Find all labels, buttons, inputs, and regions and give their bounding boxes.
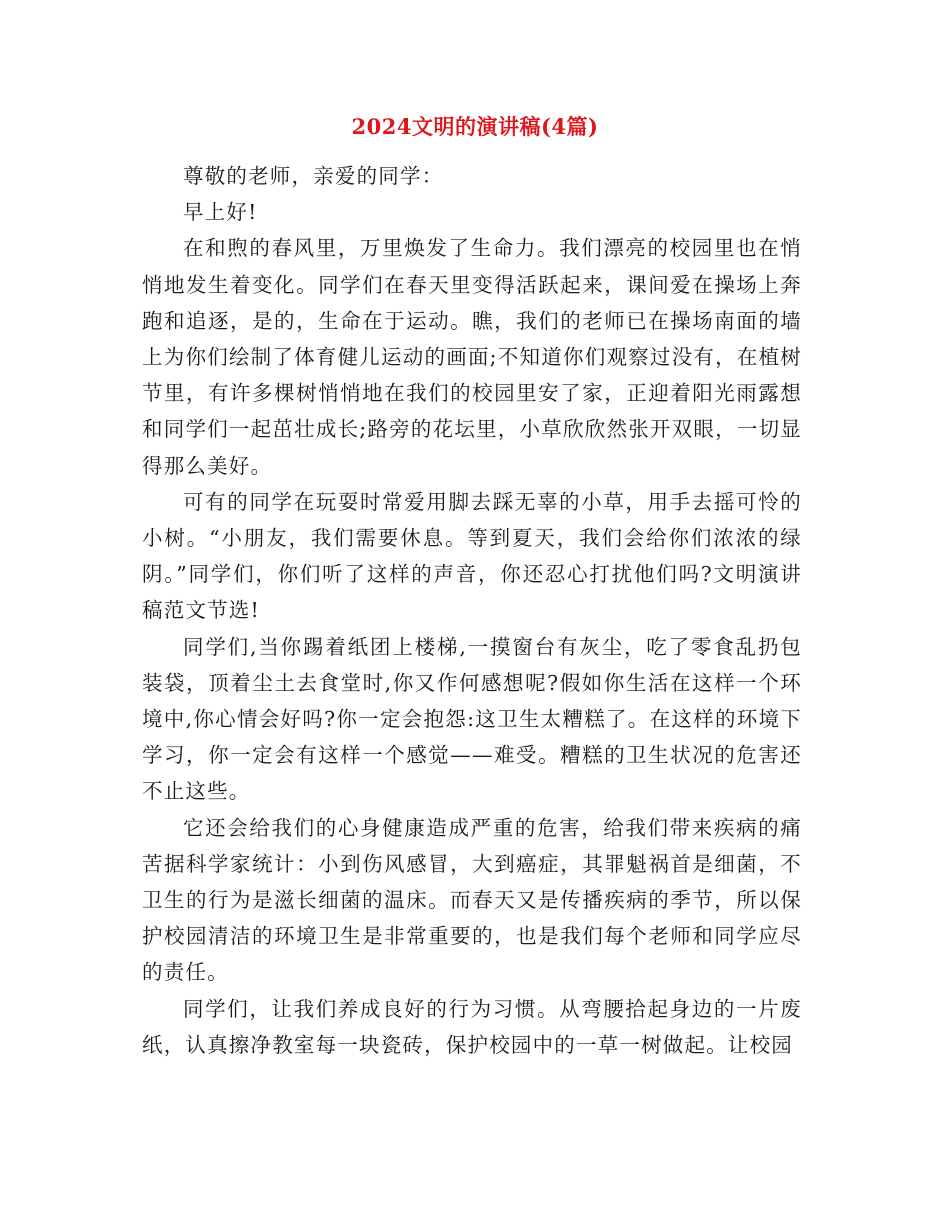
paragraph: 在和煦的春风里，万里焕发了生命力。我们漂亮的校园里也在悄悄地发生着变化。同学们在春天里变得活跃起来，课间爱在操场上奔跑和追逐，是的，生命在于运动。瞧，我们的老师已在操场南面的墙上为你们绘制了体育健儿运动的画面;不知道你们观察过没有，在植树节里，有许多棵树悄悄地在我们的校园里安了家，正迎着阳光雨露想和同学们一起茁壮成长;路旁的花坛里，小草欣欣然张开双眼，一切显得那么美好。 [142, 236, 802, 478]
paragraph-salutation: 尊敬的老师，亲爱的同学： [183, 164, 444, 188]
paragraph: 它还会给我们的心身健康造成严重的危害，给我们带来疾病的痛苦据科学家统计：小到伤风感冒，大到癌症，其罪魁祸首是细菌，不卫生的行为是滋长细菌的温床。而春天又是传播疾病的季节，所以保护校园清洁的环境卫生是非常重要的，也是我们每个老师和同学应尽的责任。 [142, 815, 802, 985]
document-title: 2024文明的演讲稿(4篇) [351, 114, 599, 139]
document-body [142, 158, 802, 1063]
paragraph: 同学们,当你踢着纸团上楼梯,一摸窗台有灰尘，吃了零食乱扔包装袋，顶着尘土去食堂时,你又作何感想呢?假如你生活在这样一个环境中,你心情会好吗?你一定会抱怨:这卫生太糟糕了。在这样的环境下学习，你一定会有这样一个感觉——难受。糟糕的卫生状况的危害还不止这些。 [142, 634, 802, 804]
paragraph: 同学们，让我们养成良好的行为习惯。从弯腰拾起身边的一片废纸，认真擦净教室每一块瓷砖，保护校园中的一草一树做起。让校园 [142, 996, 802, 1057]
paragraph-greeting: 早上好! [183, 200, 258, 225]
paragraph: 可有的同学在玩耍时常爱用脚去踩无辜的小草，用手去摇可怜的小树。“小朋友，我们需要休息。等到夏天，我们会给你们浓浓的绿阴。”同学们，你们听了这样的声音，你还忍心打扰他们吗?文明演讲稿范文节选! [142, 489, 802, 623]
